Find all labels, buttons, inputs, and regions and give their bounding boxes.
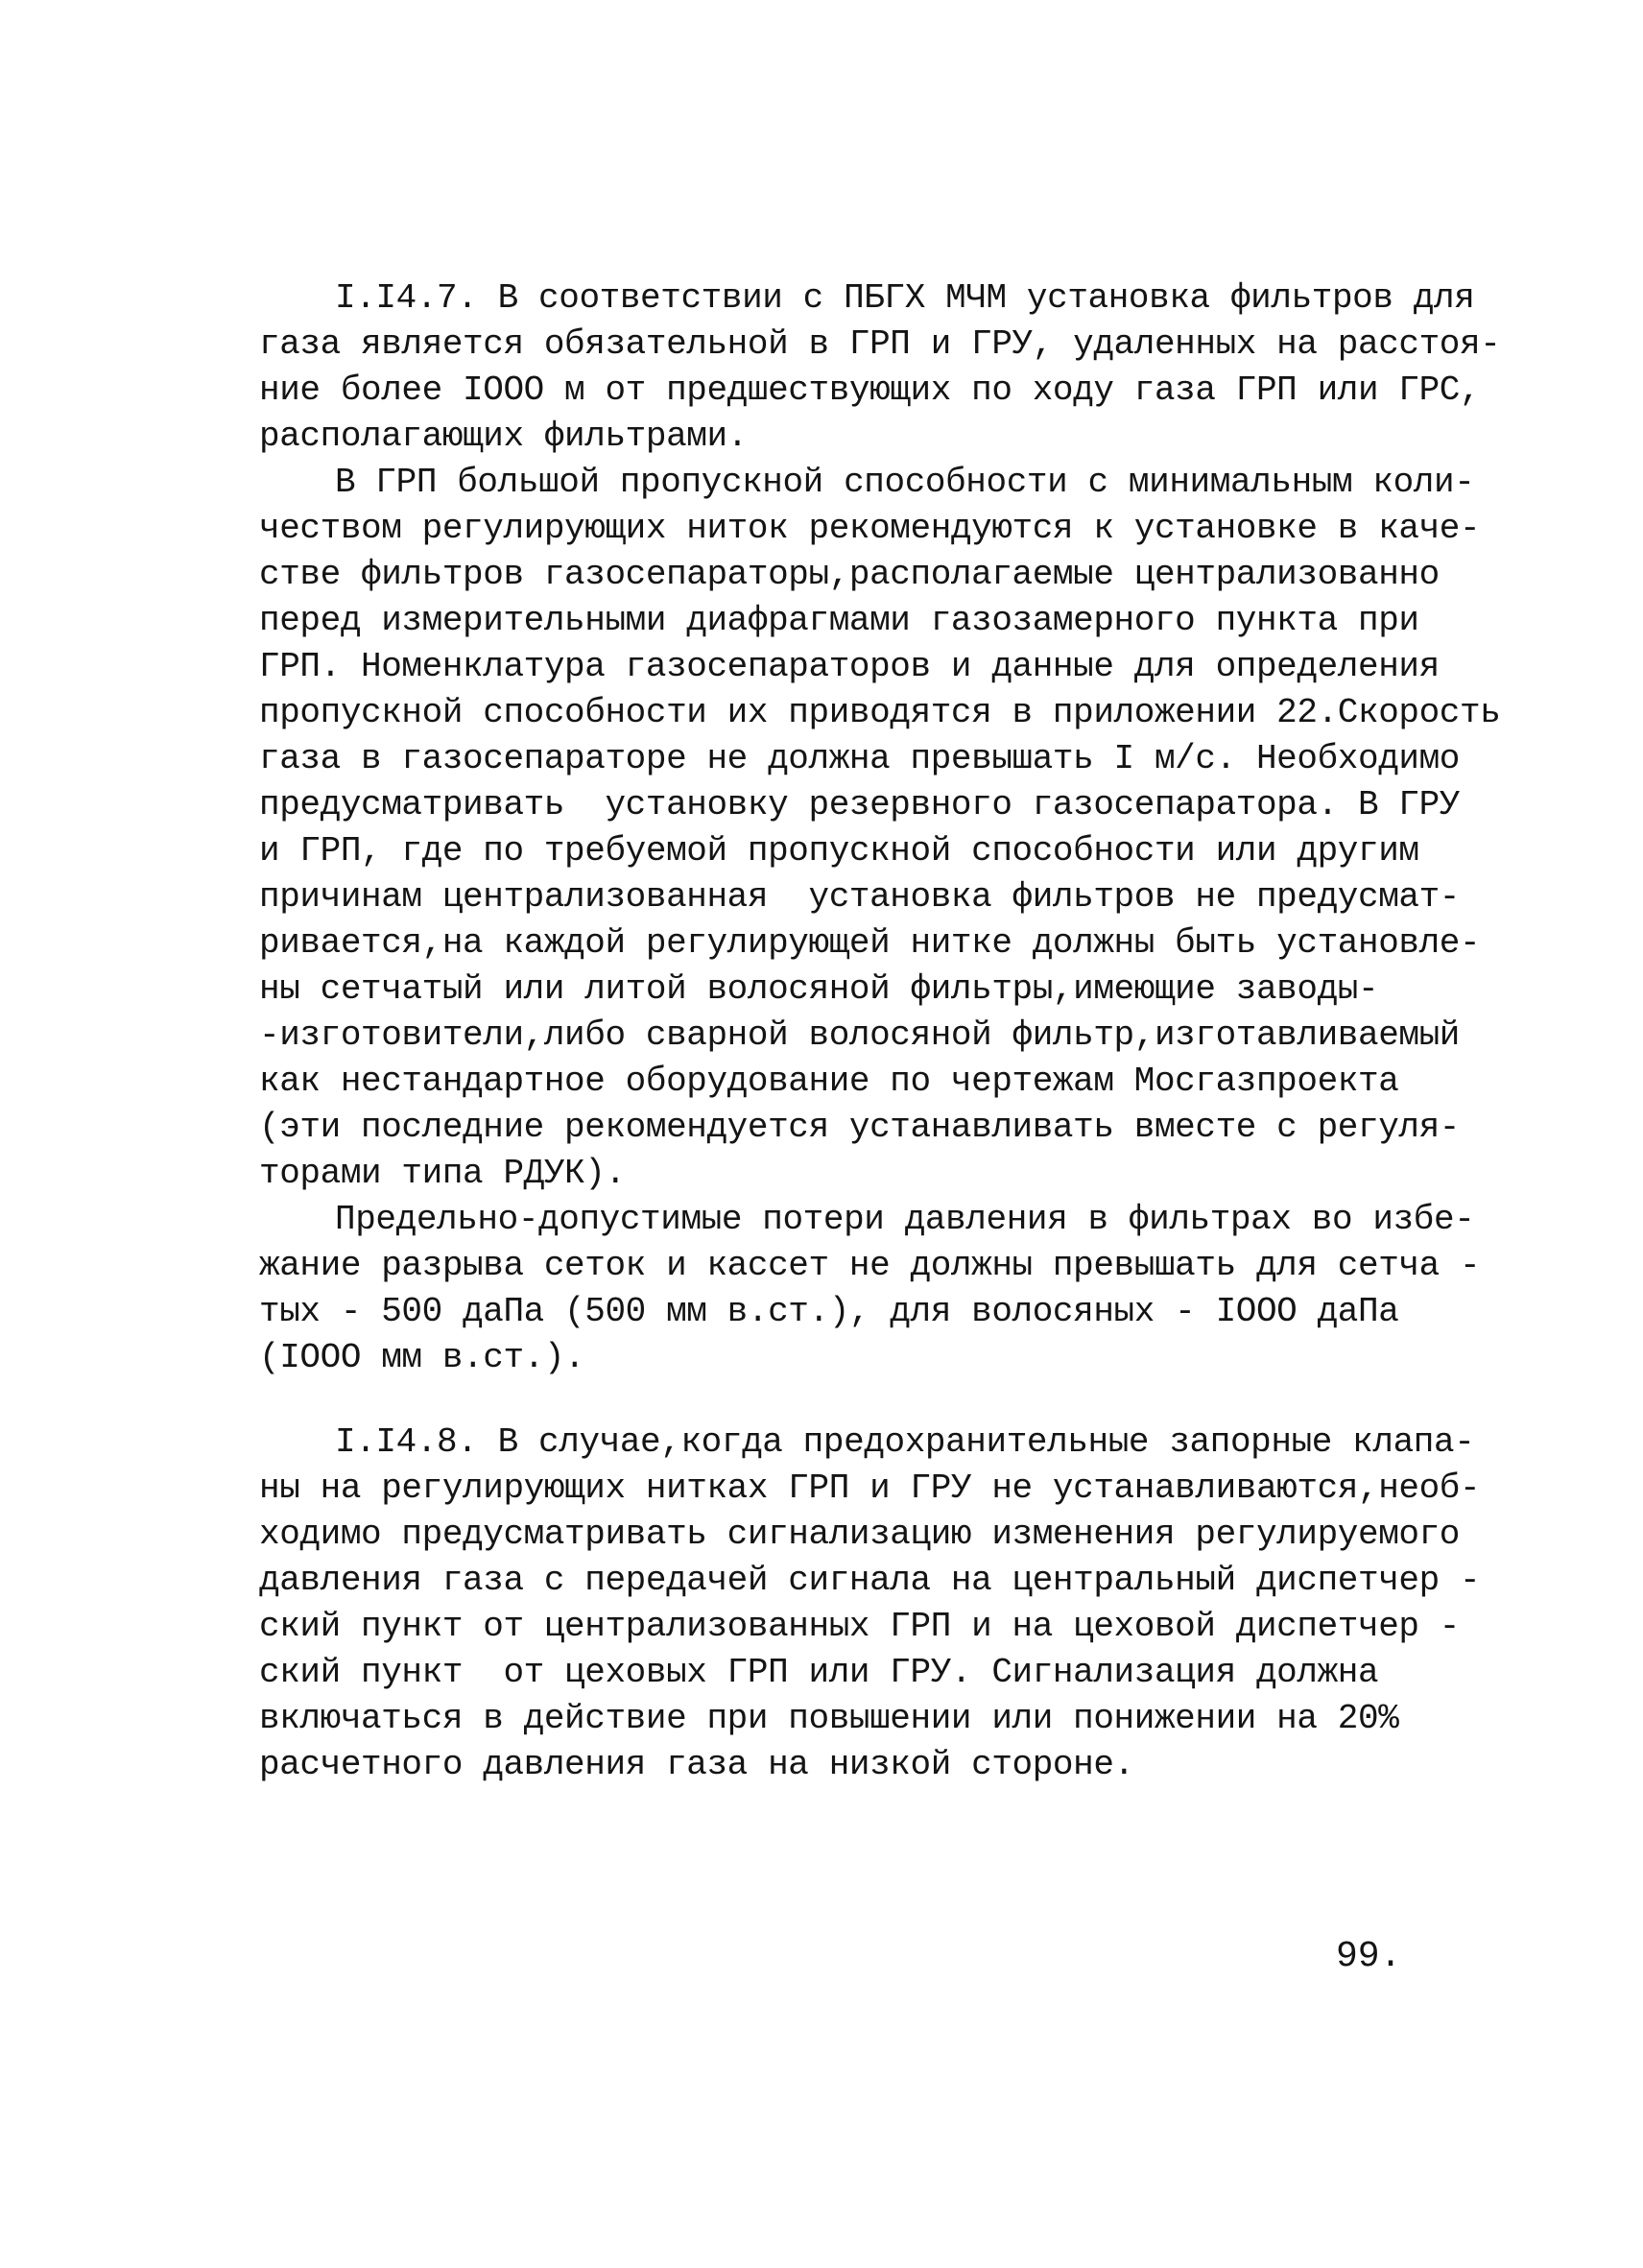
text-line: торами типа РДУК). — [259, 1154, 626, 1193]
page-number: 99. — [1336, 1936, 1402, 1977]
text-line: ходимо предусматривать сигнализацию изменения регулируемого — [259, 1515, 1461, 1554]
text-line: газа в газосепараторе не должна превышать I м/с. Необходимо — [259, 739, 1461, 778]
text-line: ривается,на каждой регулирующей нитке должны быть установле- — [259, 923, 1481, 963]
text-line: перед измерительными диафрагмами газозамерного пункта при — [259, 601, 1419, 640]
text-line: ние более IOOO м от предшествующих по ходу газа ГРП или ГРС, — [259, 370, 1481, 410]
text-line: В ГРП большой пропускной способности с минимальным коли- — [335, 463, 1475, 502]
text-line: предусматривать установку резервного газосепаратора. В ГРУ — [259, 785, 1461, 824]
text-line: газа является обязательной в ГРП и ГРУ, удаленных на расстоя- — [259, 324, 1501, 364]
text-line: -изготовители,либо сварной волосяной фильтр,изготавливаемый — [259, 1015, 1461, 1055]
text-line: чеством регулирующих ниток рекомендуются к установке в каче- — [259, 509, 1481, 548]
text-line: тых - 500 даПа (500 мм в.ст.), для волосяных - IOOO даПа — [259, 1292, 1399, 1331]
text-line: Предельно-допустимые потери давления в фильтрах во избе- — [335, 1200, 1475, 1239]
text-line: (IOOO мм в.ст.). — [259, 1338, 585, 1377]
text-line: (эти последние рекомендуется устанавливать вместе с регуля- — [259, 1108, 1461, 1147]
text-line: давления газа с передачей сигнала на центральный диспетчер - — [259, 1561, 1481, 1600]
text-line: пропускной способности их приводятся в приложении 22.Скорость — [259, 693, 1501, 732]
text-line: I.I4.8. В случае,когда предохранительные запорные клапа- — [335, 1422, 1475, 1462]
text-line: ский пункт от цеховых ГРП или ГРУ. Сигнализация должна — [259, 1653, 1379, 1692]
text-line: причинам централизованная установка фильтров не предусмат- — [259, 877, 1461, 917]
text-line: стве фильтров газосепараторы,располагаемые централизованно — [259, 555, 1440, 594]
text-line: расчетного давления газа на низкой стороне. — [259, 1745, 1134, 1784]
text-line: включаться в действие при повышении или понижении на 20% — [259, 1699, 1399, 1738]
text-line: ГРП. Номенклатура газосепараторов и данные для определения — [259, 647, 1440, 686]
text-line: ский пункт от централизованных ГРП и на цеховой диспетчер - — [259, 1607, 1461, 1646]
text-line: ны сетчатый или литой волосяной фильтры,имеющие заводы- — [259, 969, 1379, 1009]
text-line: как нестандартное оборудование по чертежам Мосгазпроекта — [259, 1062, 1399, 1101]
text-line: и ГРП, где по требуемой пропускной способности или другим — [259, 831, 1419, 871]
text-line: жание разрыва сеток и кассет не должны превышать для сетча - — [259, 1246, 1481, 1285]
text-line: ны на регулирующих нитках ГРП и ГРУ не устанавливаются,необ- — [259, 1468, 1481, 1508]
text-line: располагающих фильтрами. — [259, 417, 748, 456]
text-line: I.I4.7. В соответствии с ПБГХ МЧМ установка фильтров для — [335, 278, 1475, 318]
